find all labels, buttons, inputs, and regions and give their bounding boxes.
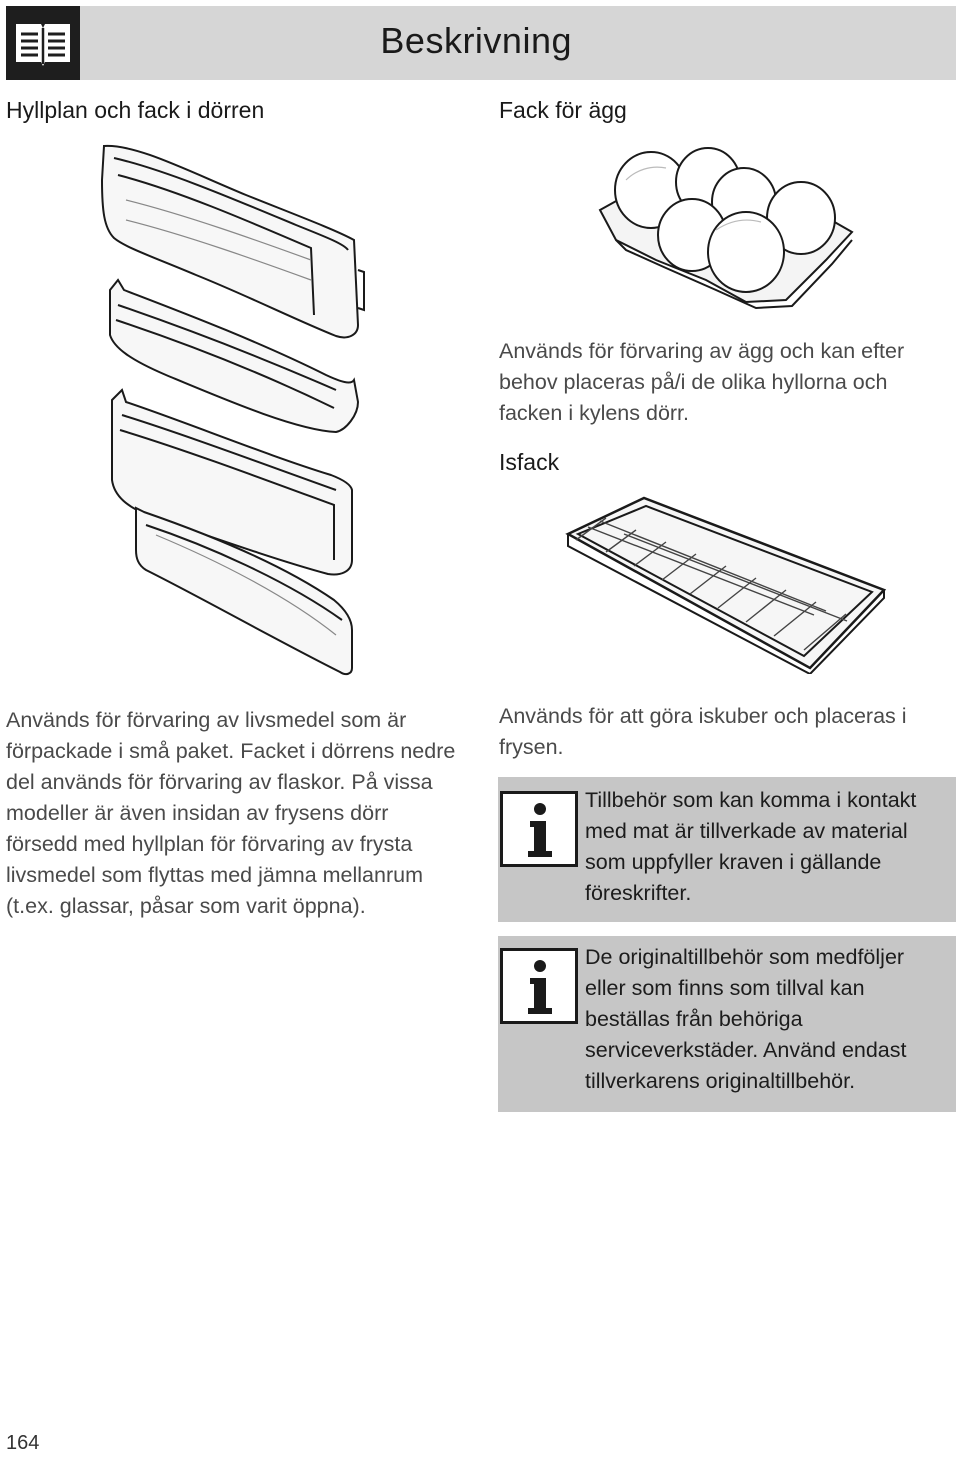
- ice-description: Används för att göra iskuber och placeras i frysen.: [499, 704, 907, 759]
- info-note-text: Tillbehör som kan komma i kontakt med mat är tillverkade av material som uppfyller kraven i gällande föreskrifter.: [585, 788, 917, 905]
- page-title: Beskrivning: [380, 20, 572, 61]
- egg-description: Används för förvaring av ägg och kan efter behov placeras på/i de olika hyllorna och facken i kylens dörr.: [499, 339, 905, 425]
- book-icon: [6, 6, 80, 80]
- info-icon: [500, 791, 578, 867]
- info-note: [498, 936, 956, 1112]
- page-number: 164: [6, 1432, 40, 1454]
- door-shelves-illustration: [96, 140, 376, 680]
- info-icon: [500, 948, 578, 1024]
- info-note-text: De originaltillbehör som medföljer eller som finns som tillval kan beställas från behöriga serviceverkstäder. Använd endast tillverkarens originaltillbehör.: [585, 945, 907, 1093]
- ice-heading: Isfack: [499, 449, 560, 475]
- header-bar: [6, 6, 956, 80]
- shelves-heading: Hyllplan och fack i dörren: [6, 97, 265, 123]
- ice-tray-illustration: [564, 494, 890, 674]
- egg-tray-illustration: [596, 140, 856, 310]
- egg-heading: Fack för ägg: [499, 97, 627, 123]
- shelves-description: Används för förvaring av livsmedel som är förpackade i små paket. Facket i dörrens nedre del används för förvaring av flaskor. På vissa modeller är även insidan av frysens dörr försedd med hyllplan för förvaring av frysta livsmedel som flyttas med jämna mellanrum (t.ex. glassar, påsar som varit öppna).: [6, 708, 456, 918]
- info-note: [498, 777, 956, 922]
